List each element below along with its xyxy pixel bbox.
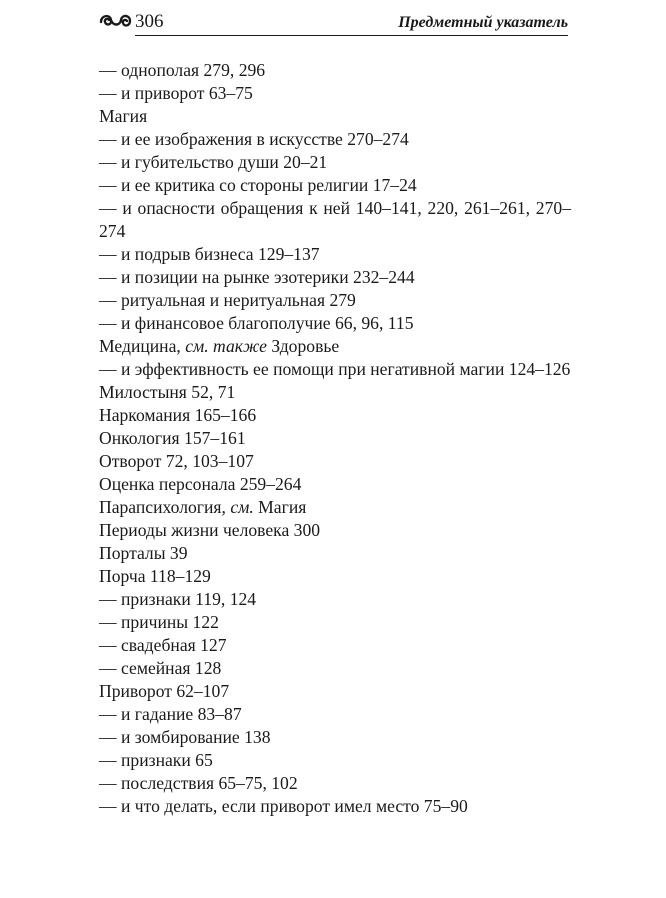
index-entry: — последствия 65–75, 102	[99, 773, 298, 793]
running-title: Предметный указатель	[398, 14, 568, 31]
index-entry: Приворот 62–107	[99, 681, 230, 701]
entry-heading: Парапсихология,	[99, 497, 231, 517]
index-entry: — и ее критика со стороны религии 17–24	[99, 175, 417, 195]
index-entry: — и ее изображения в искусстве 270–274	[99, 129, 409, 149]
index-entry	[99, 335, 571, 358]
index-entry: — однополая 279, 296	[99, 60, 266, 80]
index-entry: — причины 122	[99, 612, 219, 632]
index-entry: Милостыня 52, 71	[99, 382, 236, 402]
index-entry: — и губительство души 20–21	[99, 152, 328, 172]
index-entry: — и зомбирование 138	[99, 727, 271, 747]
index-entry: Наркомания 165–166	[99, 405, 257, 425]
header-rule	[135, 35, 568, 36]
index-entry: Онкология 157–161	[99, 428, 246, 448]
entry-reference-target: Магия	[253, 497, 307, 517]
index-entry: — семейная 128	[99, 658, 222, 678]
index-entry: — и подрыв бизнеса 129–137	[99, 244, 320, 264]
index-entry	[99, 496, 571, 519]
page-header	[98, 8, 568, 34]
index-entry: — и приворот 63–75	[99, 83, 253, 103]
index-entry: — свадебная 127	[99, 635, 227, 655]
index-entry: — ритуальная и неритуальная 279	[99, 290, 356, 310]
index-entry: — признаки 119, 124	[99, 589, 257, 609]
page-number: 306	[135, 11, 164, 32]
index-entry: — и что делать, если приворот имел место 75–90	[99, 796, 468, 816]
swirl-ornament-icon	[98, 10, 132, 30]
index-entry: — и гадание 83–87	[99, 704, 242, 724]
index-entries	[99, 59, 571, 818]
index-entry: Оценка персонала 259–264	[99, 474, 302, 494]
index-entry: — признаки 65	[99, 750, 213, 770]
index-entry: — и финансовое благополучие 66, 96, 115	[99, 313, 414, 333]
index-entry: — и опасности обращения к ней 140–141, 220, 261–261, 270–274	[99, 198, 571, 241]
index-entry: — и эффективность ее помощи при негативной магии 124–126	[99, 359, 571, 379]
index-entry: Магия	[99, 106, 148, 126]
entry-heading: Медицина,	[99, 336, 186, 356]
entry-reference-target: Здоровье	[266, 336, 340, 356]
index-entry: Порча 118–129	[99, 566, 211, 586]
index-entry: Порталы 39	[99, 543, 188, 563]
entry-cross-reference: см.	[230, 497, 254, 517]
index-entry: Периоды жизни человека 300	[99, 520, 321, 540]
entry-cross-reference: см. также	[185, 336, 267, 356]
index-entry: Отворот 72, 103–107	[99, 451, 254, 471]
index-entry: — и позиции на рынке эзотерики 232–244	[99, 267, 415, 287]
